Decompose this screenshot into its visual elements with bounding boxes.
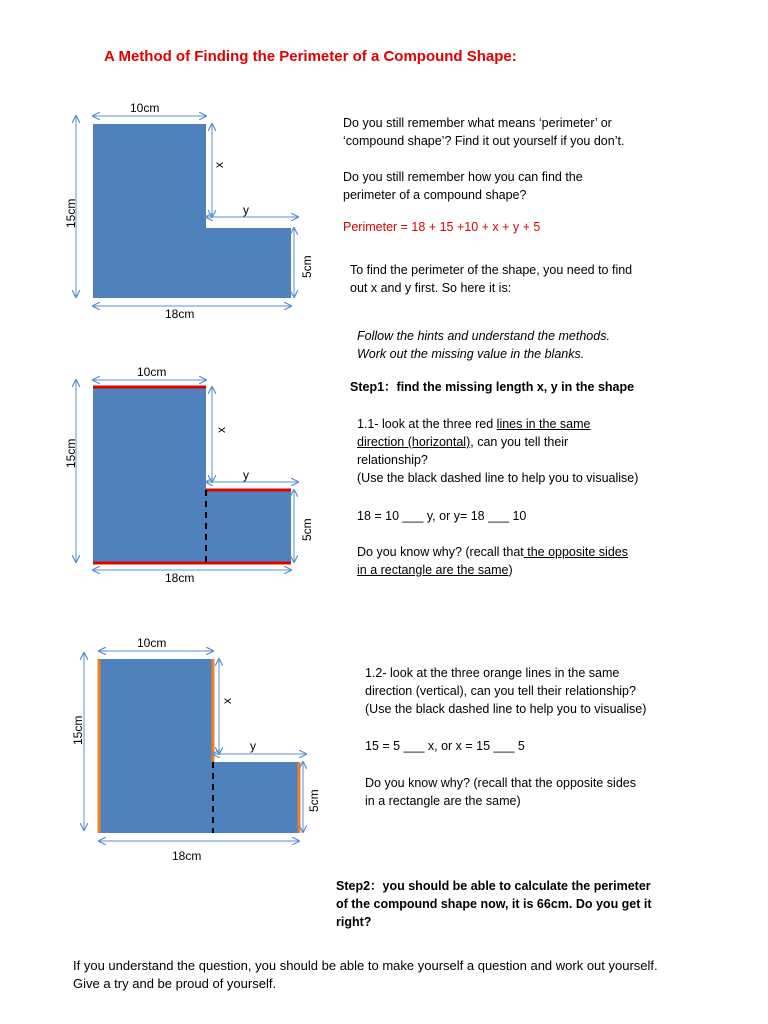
hints-text bbox=[357, 327, 737, 363]
figure-2-compound-shape bbox=[60, 362, 314, 592]
figure-3-compound-shape bbox=[66, 634, 321, 874]
label-bottom: 18cm bbox=[165, 571, 195, 585]
label-x: x bbox=[212, 162, 226, 168]
label-y: y bbox=[250, 739, 256, 753]
footer-line1: If you understand the question, you should be able to make yourself a question and work out yourself. bbox=[73, 958, 658, 973]
question-2-line1: Do you still remember how you can find the bbox=[343, 170, 583, 184]
label-y: y bbox=[243, 468, 249, 482]
label-bottom: 18cm bbox=[172, 849, 202, 863]
equation-2: 15 = 5 ___ x, or x = 15 ___ 5 bbox=[365, 739, 525, 753]
label-right: 5cm bbox=[300, 518, 314, 541]
why-1-line2: in a rectangle are the same) bbox=[357, 563, 513, 577]
label-left: 15cm bbox=[64, 438, 78, 468]
label-bottom: 18cm bbox=[165, 307, 195, 321]
step2-line3: right? bbox=[336, 915, 372, 929]
label-x: x bbox=[220, 698, 234, 704]
step2-text bbox=[336, 877, 736, 931]
step-1-2-line3: (Use the black dashed line to help you to visualise) bbox=[365, 702, 647, 716]
step-1-1-line3: relationship? bbox=[357, 453, 428, 467]
step1-heading: Step1：find the missing length x, y in the shape bbox=[350, 380, 635, 394]
step-1-1-text bbox=[357, 415, 737, 579]
intro-text bbox=[343, 114, 723, 236]
step-1-2-text bbox=[365, 664, 755, 810]
hints-line1: Follow the hints and understand the methods. bbox=[357, 329, 610, 343]
why-1-line1: Do you know why? (recall that the opposite sides bbox=[357, 545, 628, 559]
step2-line2: of the compound shape now, it is 66cm. Do you get it bbox=[336, 897, 652, 911]
figure-1-compound-shape bbox=[60, 98, 314, 328]
find-text bbox=[350, 261, 730, 297]
label-right: 5cm bbox=[300, 255, 314, 278]
page-title: A Method of Finding the Perimeter of a Compound Shape: bbox=[104, 48, 517, 65]
label-top: 10cm bbox=[137, 636, 167, 650]
label-top: 10cm bbox=[130, 101, 160, 115]
why-2-line1: Do you know why? (recall that the opposite sides bbox=[365, 776, 636, 790]
question-1-line2: ‘compound shape’? Find it out yourself if you don’t. bbox=[343, 134, 625, 148]
l-shape bbox=[99, 659, 299, 833]
label-right: 5cm bbox=[307, 789, 321, 812]
find-line1: To find the perimeter of the shape, you need to find bbox=[350, 263, 633, 277]
step-1-1-line2: direction (horizontal), can you tell their bbox=[357, 435, 569, 449]
footer-text bbox=[73, 957, 763, 993]
label-x: x bbox=[214, 427, 228, 433]
step-1-1-line4: (Use the black dashed line to help you to visualise) bbox=[357, 471, 639, 485]
find-line2: out x and y first. So here it is: bbox=[350, 281, 512, 295]
step2-line1: Step2：you should be able to calculate the perimeter bbox=[336, 879, 651, 893]
label-left: 15cm bbox=[71, 715, 85, 745]
footer-line2: Give a try and be proud of yourself. bbox=[73, 976, 277, 991]
l-shape bbox=[93, 124, 291, 298]
label-top: 10cm bbox=[137, 365, 167, 379]
label-y: y bbox=[243, 203, 249, 217]
equation-1: 18 = 10 ___ y, or y= 18 ___ 10 bbox=[357, 509, 527, 523]
why-2-line2: in a rectangle are the same) bbox=[365, 794, 521, 808]
label-left: 15cm bbox=[64, 198, 78, 228]
perimeter-formula: Perimeter = 18 + 15 +10 + x + y + 5 bbox=[343, 220, 541, 234]
hints-line2: Work out the missing value in the blanks. bbox=[357, 347, 585, 361]
question-1-line1: Do you still remember what means ‘perimeter’ or bbox=[343, 116, 612, 130]
step-1-2-line2: direction (vertical), can you tell their relationship? bbox=[365, 684, 636, 698]
l-shape bbox=[93, 387, 291, 563]
question-2-line2: perimeter of a compound shape? bbox=[343, 188, 527, 202]
step-1-1-line1: 1.1- look at the three red lines in the same bbox=[357, 417, 591, 431]
step-1-2-line1: 1.2- look at the three orange lines in the same bbox=[365, 666, 620, 680]
